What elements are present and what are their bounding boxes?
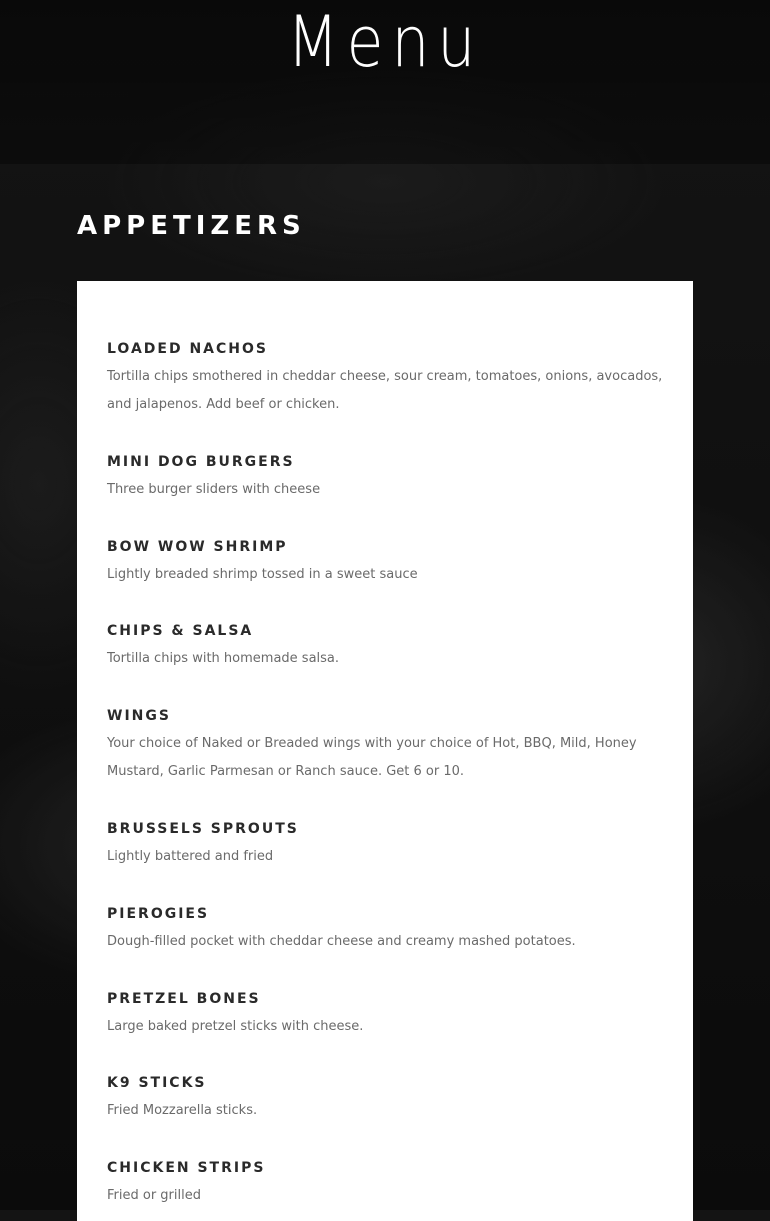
- menu-item-name: K9 STICKS: [107, 1075, 207, 1091]
- menu-item-name: PRETZEL BONES: [107, 991, 261, 1007]
- menu-item-name: BOW WOW SHRIMP: [107, 539, 288, 555]
- menu-item-description: Fried or grilled: [107, 1188, 201, 1203]
- menu-item-name: BRUSSELS SPROUTS: [107, 821, 299, 837]
- menu-item-description: Fried Mozzarella sticks.: [107, 1103, 258, 1118]
- menu-item-description: Lightly breaded shrimp tossed in a sweet sauce: [107, 567, 418, 582]
- menu-item-description: Tortilla chips with homemade salsa.: [107, 651, 340, 666]
- menu-item-description: Large baked pretzel sticks with cheese.: [107, 1019, 364, 1034]
- menu-item-name: CHIPS & SALSA: [107, 623, 254, 639]
- menu-item-name: CHICKEN STRIPS: [107, 1160, 266, 1176]
- menu-item-name: WINGS: [107, 708, 171, 724]
- page-title: Menu: [286, 1, 484, 83]
- menu-item-description: Dough-filled pocket with cheddar cheese and creamy mashed potatoes.: [107, 934, 576, 949]
- menu-item-name: PIEROGIES: [107, 906, 210, 922]
- menu-item-description: Lightly battered and fried: [107, 849, 274, 864]
- menu-card: [77, 281, 693, 1221]
- menu-item-description: Tortilla chips smothered in cheddar cheese, sour cream, tomatoes, onions, avocados, and jalapenos. Add beef or chicken.: [107, 369, 663, 412]
- menu-item-description: Three burger sliders with cheese: [107, 482, 321, 497]
- menu-item-name: MINI DOG BURGERS: [107, 454, 295, 470]
- menu-item-description: Your choice of Naked or Breaded wings with your choice of Hot, BBQ, Mild, Honey Mustard, Garlic Parmesan or Ranch sauce. Get 6 or 10.: [107, 736, 637, 779]
- menu-item-name: LOADED NACHOS: [107, 341, 268, 357]
- hero-banner: [0, 0, 770, 164]
- section-title-appetizers: APPETIZERS: [77, 211, 306, 241]
